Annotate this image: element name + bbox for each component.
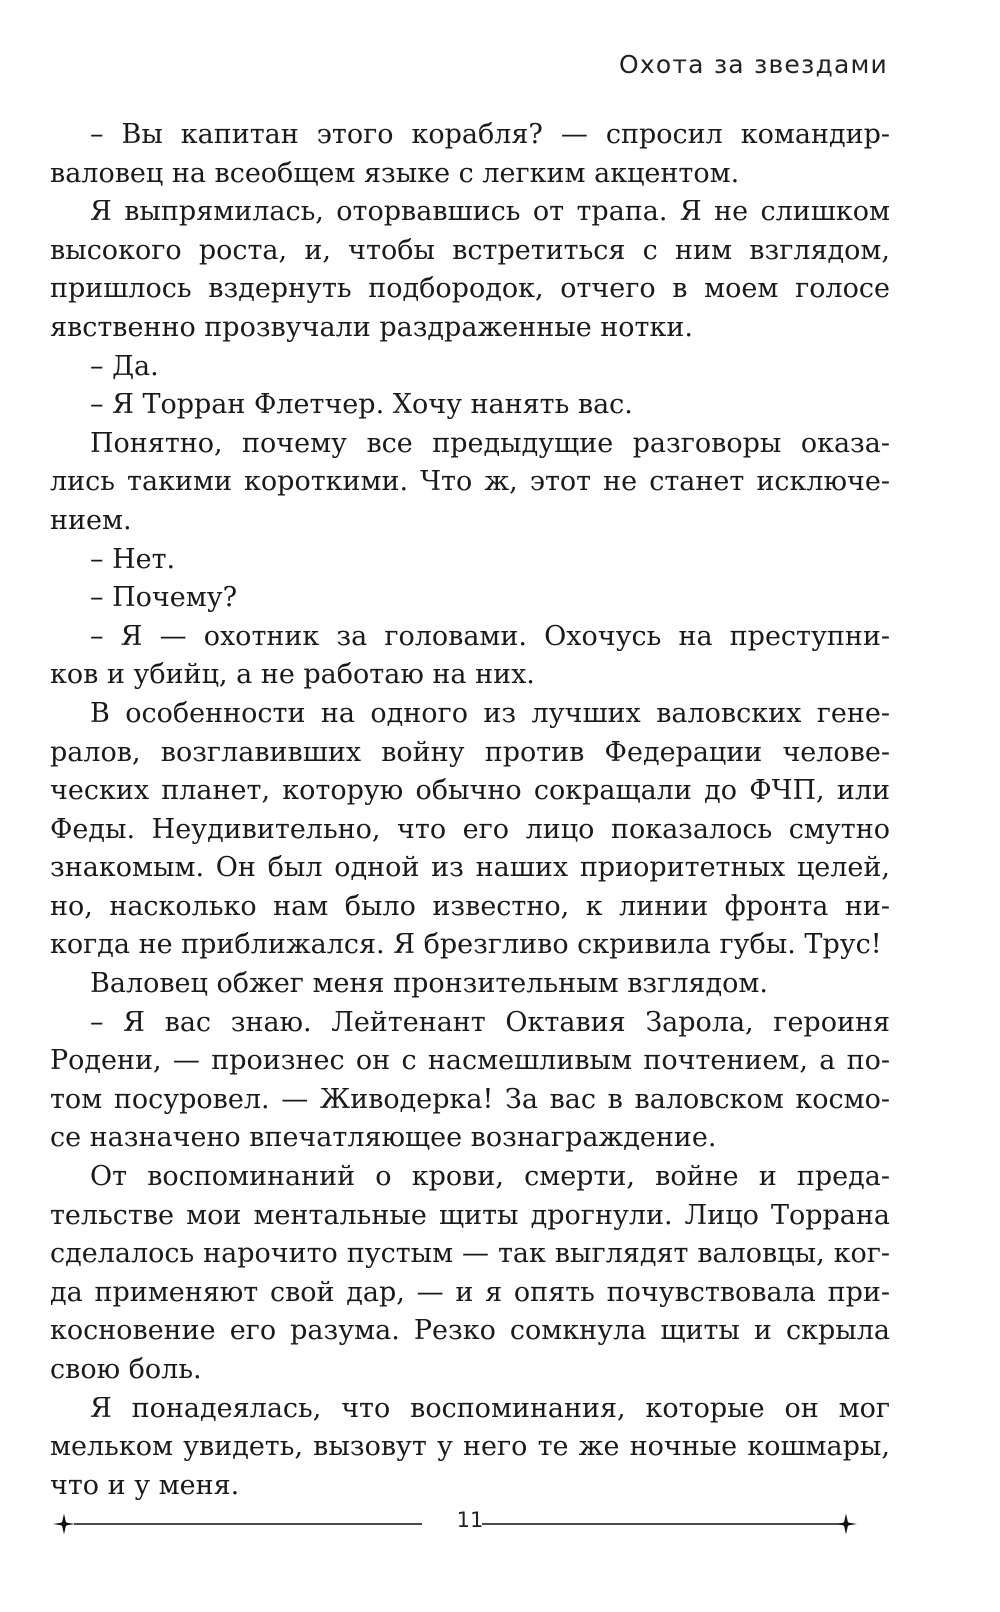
text-line: нием. (50, 504, 132, 536)
body-text (50, 116, 890, 1505)
text-line: – Я Торран Флетчер. Хочу нанять вас. (90, 389, 633, 421)
text-line: свою боль. (50, 1354, 202, 1385)
text-line: высокого роста, и, чтобы встретиться с ним взглядом, (50, 234, 890, 266)
text-line: – Почему? (90, 582, 238, 614)
text-line: косновение его разума. Резко сомкнула щиты и скрыла (50, 1315, 890, 1347)
text-line: но, насколько нам было известно, к линии фронта ни- (50, 890, 890, 922)
text-line: том посуровел. — Живодерка! За вас в валовском космо- (50, 1083, 890, 1115)
text-line: Я понадеялась, что воспоминания, которые он мог (90, 1392, 890, 1424)
text-line: ческих планет, которую обычно сокращали до ФЧП, или (50, 775, 890, 807)
text-line: когда не приближался. Я брезгливо скривила губы. Трус! (50, 929, 882, 961)
text-line: ралов, возглавивших войну против Федерации челове- (50, 736, 890, 768)
text-line: пришлось вздернуть подбородок, отчего в моем голосе (50, 273, 890, 305)
running-header-title: Охота за звездами (619, 50, 888, 79)
text-line: что и у меня. (50, 1469, 240, 1501)
text-line: лись такими короткими. Что ж, этот не станет исключе- (50, 466, 890, 498)
text-line: Родени, — произнес он с насмешливым почтением, а по- (50, 1045, 890, 1077)
text-line: Валовец обжег меня пронзительным взглядом. (90, 968, 768, 1000)
text-line: явственно прозвучали раздраженные нотки. (50, 311, 693, 343)
text-line: – Я — охотник за головами. Охочусь на преступни- (90, 620, 890, 652)
text-line: Понятно, почему все предыдущие разговоры оказа- (90, 427, 890, 459)
text-line: се назначено впечатляющее вознаграждение. (50, 1122, 717, 1154)
text-line: знакомым. Он был одной из наших приоритетных целей, (50, 852, 890, 884)
page-footer (50, 1508, 890, 1536)
text-line: От воспоминаний о крови, смерти, войне и преда- (90, 1161, 890, 1193)
text-line: да применяют свой дар, — и я опять почувствовала при- (50, 1276, 890, 1308)
text-line: валовец на всеобщем языке с легким акцентом. (50, 157, 740, 189)
page-number: 11 (456, 1508, 484, 1532)
text-line: В особенности на одного из лучших валовских гене- (90, 697, 890, 729)
text-line: – Вы капитан этого корабля? — спросил командир- (90, 119, 890, 150)
text-line: Я выпрямилась, оторвавшись от трапа. Я не слишком (90, 196, 890, 228)
text-line: – Я вас знаю. Лейтенант Октавия Зарола, героиня (90, 1006, 890, 1038)
text-line: – Нет. (90, 543, 176, 575)
text-line: мельком увидеть, вызовут у него те же ночные кошмары, (50, 1431, 890, 1463)
text-line: сделалось нарочито пустым — так выглядят валовцы, ког- (50, 1238, 890, 1270)
text-line: – Да. (90, 350, 159, 382)
text-line: Феды. Неудивительно, что его лицо показалось смутно (50, 813, 890, 845)
text-line: тельстве мои ментальные щиты дрогнули. Лицо Торрана (50, 1199, 890, 1231)
text-line: ков и убийц, а не работаю на них. (50, 659, 535, 691)
